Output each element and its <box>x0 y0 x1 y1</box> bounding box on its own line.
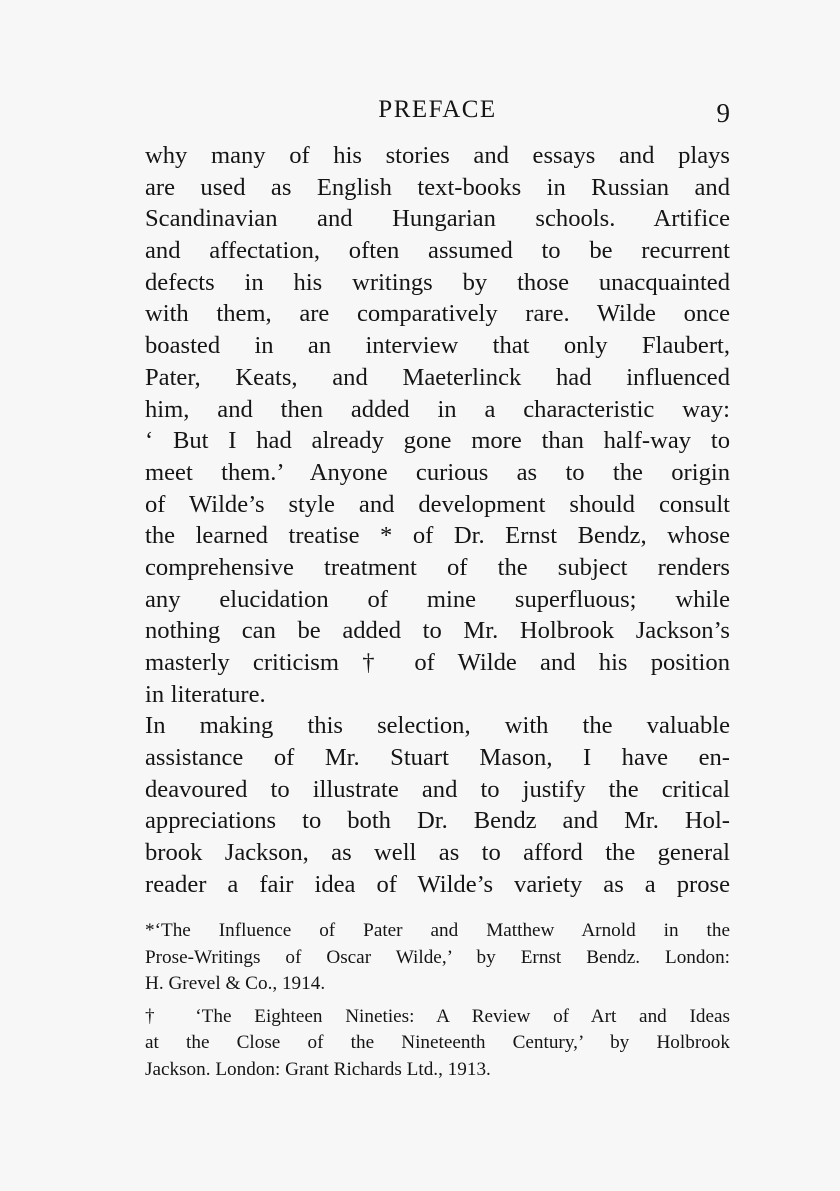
text-line: boasted in an interview that only Flaubert, <box>145 332 730 360</box>
text-line: the learned treatise * of Dr. Ernst Bendz, whose <box>145 522 730 550</box>
text-line: are used as English text-books in Russian and <box>145 173 730 201</box>
text-line: ‘ But I had already gone more than half-way to <box>145 427 730 455</box>
text-line: him, and then added in a characteristic way: <box>145 395 730 423</box>
text-line: nothing can be added to Mr. Holbrook Jackson’s <box>145 617 730 645</box>
text-line: any elucidation of mine superfluous; while <box>145 585 730 613</box>
footnote-line: † ‘The Eighteen Nineties: A Review of Art and Ideas <box>145 1005 730 1027</box>
text-line: and affectation, often assumed to be recurrent <box>145 237 730 265</box>
text-line: deavoured to illustrate and to justify the critical <box>145 775 730 803</box>
footnote-dagger <box>145 1004 730 1084</box>
text-line: Scandinavian and Hungarian schools. Artifice <box>145 205 730 233</box>
running-title: PREFACE <box>378 96 497 123</box>
text-line: in literature. <box>145 680 266 708</box>
text-line: appreciations to both Dr. Bendz and Mr. Hol- <box>145 807 730 835</box>
footnote-asterisk <box>145 918 730 998</box>
footnote-line: at the Close of the Nineteenth Century,’ by Holbrook <box>145 1032 730 1053</box>
text-line: assistance of Mr. Stuart Mason, I have en- <box>145 744 730 772</box>
text-line: of Wilde’s style and development should consult <box>145 490 730 518</box>
running-head <box>145 96 730 130</box>
text-line: In making this selection, with the valuable <box>145 712 730 740</box>
footnote-line: *‘The Influence of Pater and Matthew Arnold in the <box>145 920 730 941</box>
text-line: reader a fair idea of Wilde’s variety as a prose <box>145 870 730 898</box>
footnote-line: H. Grevel & Co., 1914. <box>145 973 326 994</box>
text-line: masterly criticism † of Wilde and his position <box>145 649 730 676</box>
text-line: Pater, Keats, and Maeterlinck had influenced <box>145 363 730 391</box>
footnotes <box>145 918 730 1083</box>
text-line: meet them.’ Anyone curious as to the origin <box>145 458 730 486</box>
text-line: comprehensive treatment of the subject renders <box>145 553 730 581</box>
body-text <box>145 140 730 901</box>
text-line: brook Jackson, as well as to afford the general <box>145 839 730 867</box>
text-line: defects in his writings by those unacquainted <box>145 268 730 296</box>
footnote-line: Jackson. London: Grant Richards Ltd., 1913. <box>145 1058 491 1080</box>
text-line: why many of his stories and essays and plays <box>145 142 730 169</box>
page-number: 9 <box>716 98 730 128</box>
footnote-line: Prose-Writings of Oscar Wilde,’ by Ernst Bendz. London: <box>145 946 730 968</box>
text-line: with them, are comparatively rare. Wilde once <box>145 300 730 328</box>
